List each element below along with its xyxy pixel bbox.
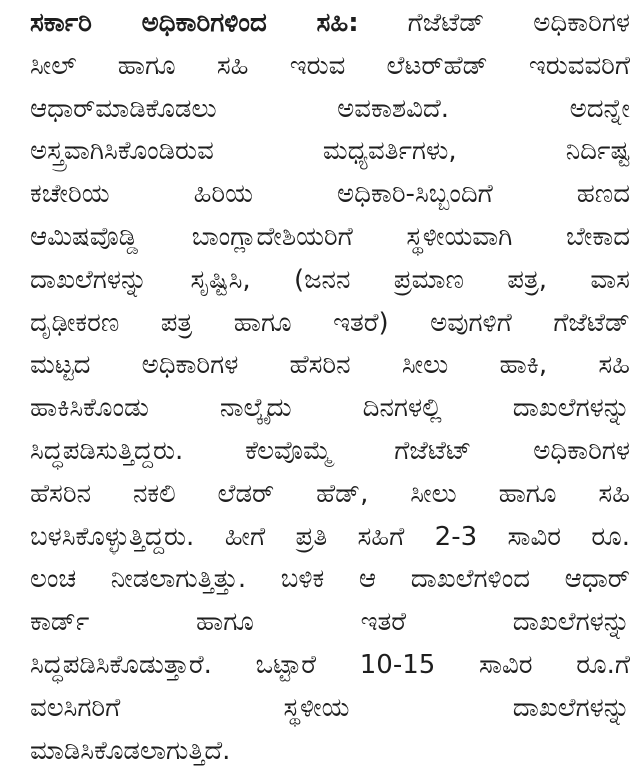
article-line-6: ಆಮಿಷವೊಡ್ಡಿ ಬಾಂಗ್ಲಾದೇಶಿಯರಿಗೆ ಸ್ಥಳೀಯವಾಗಿ ಬೇಕಾದ [30, 221, 630, 252]
article-line-7: ದಾಖಲೆಗಳನ್ನು ಸೃಷ್ಟಿಸಿ, (ಜನನ ಪ್ರಮಾಣ ಪತ್ರ, ವಾಸ [30, 264, 630, 295]
article-line-14: ಲಂಚ ನೀಡಲಾಗುತ್ತಿತ್ತು. ಬಳಿಕ ಆ ದಾಖಲೆಗಳಿಂದ ಆಧಾರ್ [30, 564, 630, 595]
article-line-13: ಬಳಸಿಕೊಳ್ಳುತ್ತಿದ್ದರು. ಹೀಗೆ ಪ್ರತಿ ಸಹಿಗೆ 2-3 ಸಾವಿರ ರೂ. [30, 521, 630, 552]
subheading: ಸರ್ಕಾರಿ ಅಧಿಕಾರಿಗಳಿಂದ ಸಹಿ: [30, 8, 359, 38]
article-line-9: ಮಟ್ಟದ ಅಧಿಕಾರಿಗಳ ಹೆಸರಿನ ಸೀಲು ಹಾಕಿ, ಸಹಿ [30, 350, 630, 381]
article-line-10: ಹಾಕಿಸಿಕೊಂಡು ನಾಲ್ಕೈದು ದಿನಗಳಲ್ಲಿ ದಾಖಲೆಗಳನ್ನು [30, 393, 630, 424]
article-line-1 [30, 2, 630, 45]
article-line-2: ಸೀಲ್ ಹಾಗೂ ಸಹಿ ಇರುವ ಲೆಟರ್‌ಹೆಡ್ ಇರುವವರಿಗೆ [30, 50, 630, 81]
article-line-16: ಸಿದ್ಧಪಡಿಸಿಕೊಡುತ್ತಾರೆ. ಒಟ್ಟಾರೆ 10-15 ಸಾವಿರ ರೂ.ಗೆ [30, 649, 630, 680]
article-line-17: ವಲಸಿಗರಿಗೆ ಸ್ಥಳೀಯ ದಾಖಲೆಗಳನ್ನು [30, 692, 630, 723]
article-line-8: ದೃಢೀಕರಣ ಪತ್ರ ಹಾಗೂ ಇತರೆ) ಅವುಗಳಿಗೆ ಗೆಜೆಟೆಡ್ [30, 307, 630, 338]
article-line-15: ಕಾರ್ಡ್ ಹಾಗೂ ಇತರೆ ದಾಖಲೆಗಳನ್ನು [30, 607, 630, 638]
article-line-5: ಕಚೇರಿಯ ಹಿರಿಯ ಅಧಿಕಾರಿ-ಸಿಬ್ಬಂದಿಗೆ ಹಣದ [30, 179, 630, 210]
news-article-column [30, 2, 630, 772]
article-line-12: ಹೆಸರಿನ ನಕಲಿ ಲೆಡರ್ ಹೆಡ್, ಸೀಲು ಹಾಗೂ ಸಹಿ [30, 478, 630, 509]
article-line-18: ಮಾಡಿಸಿಕೊಡಲಾಗುತ್ತಿದೆ. [30, 735, 231, 766]
article-line-3: ಆಧಾರ್‌ಮಾಡಿಕೊಡಲು ಅವಕಾಶವಿದೆ. ಅದನ್ನೇ [30, 93, 630, 124]
article-line-4: ಅಸ್ತ್ರವಾಗಿಸಿಕೊಂಡಿರುವ ಮಧ್ಯವರ್ತಿಗಳು, ನಿರ್ದಿಷ್ಟ [30, 136, 630, 167]
article-line-11: ಸಿದ್ಧಪಡಿಸುತ್ತಿದ್ದರು. ಕೆಲವೊಮ್ಮೆ ಗೆಜೆಟೆಟ್ ಅಧಿಕಾರಿಗಳ [30, 435, 630, 466]
first-line-text: ಗೆಜೆಟೆಡ್ ಅಧಿಕಾರಿಗಳ [407, 8, 630, 38]
